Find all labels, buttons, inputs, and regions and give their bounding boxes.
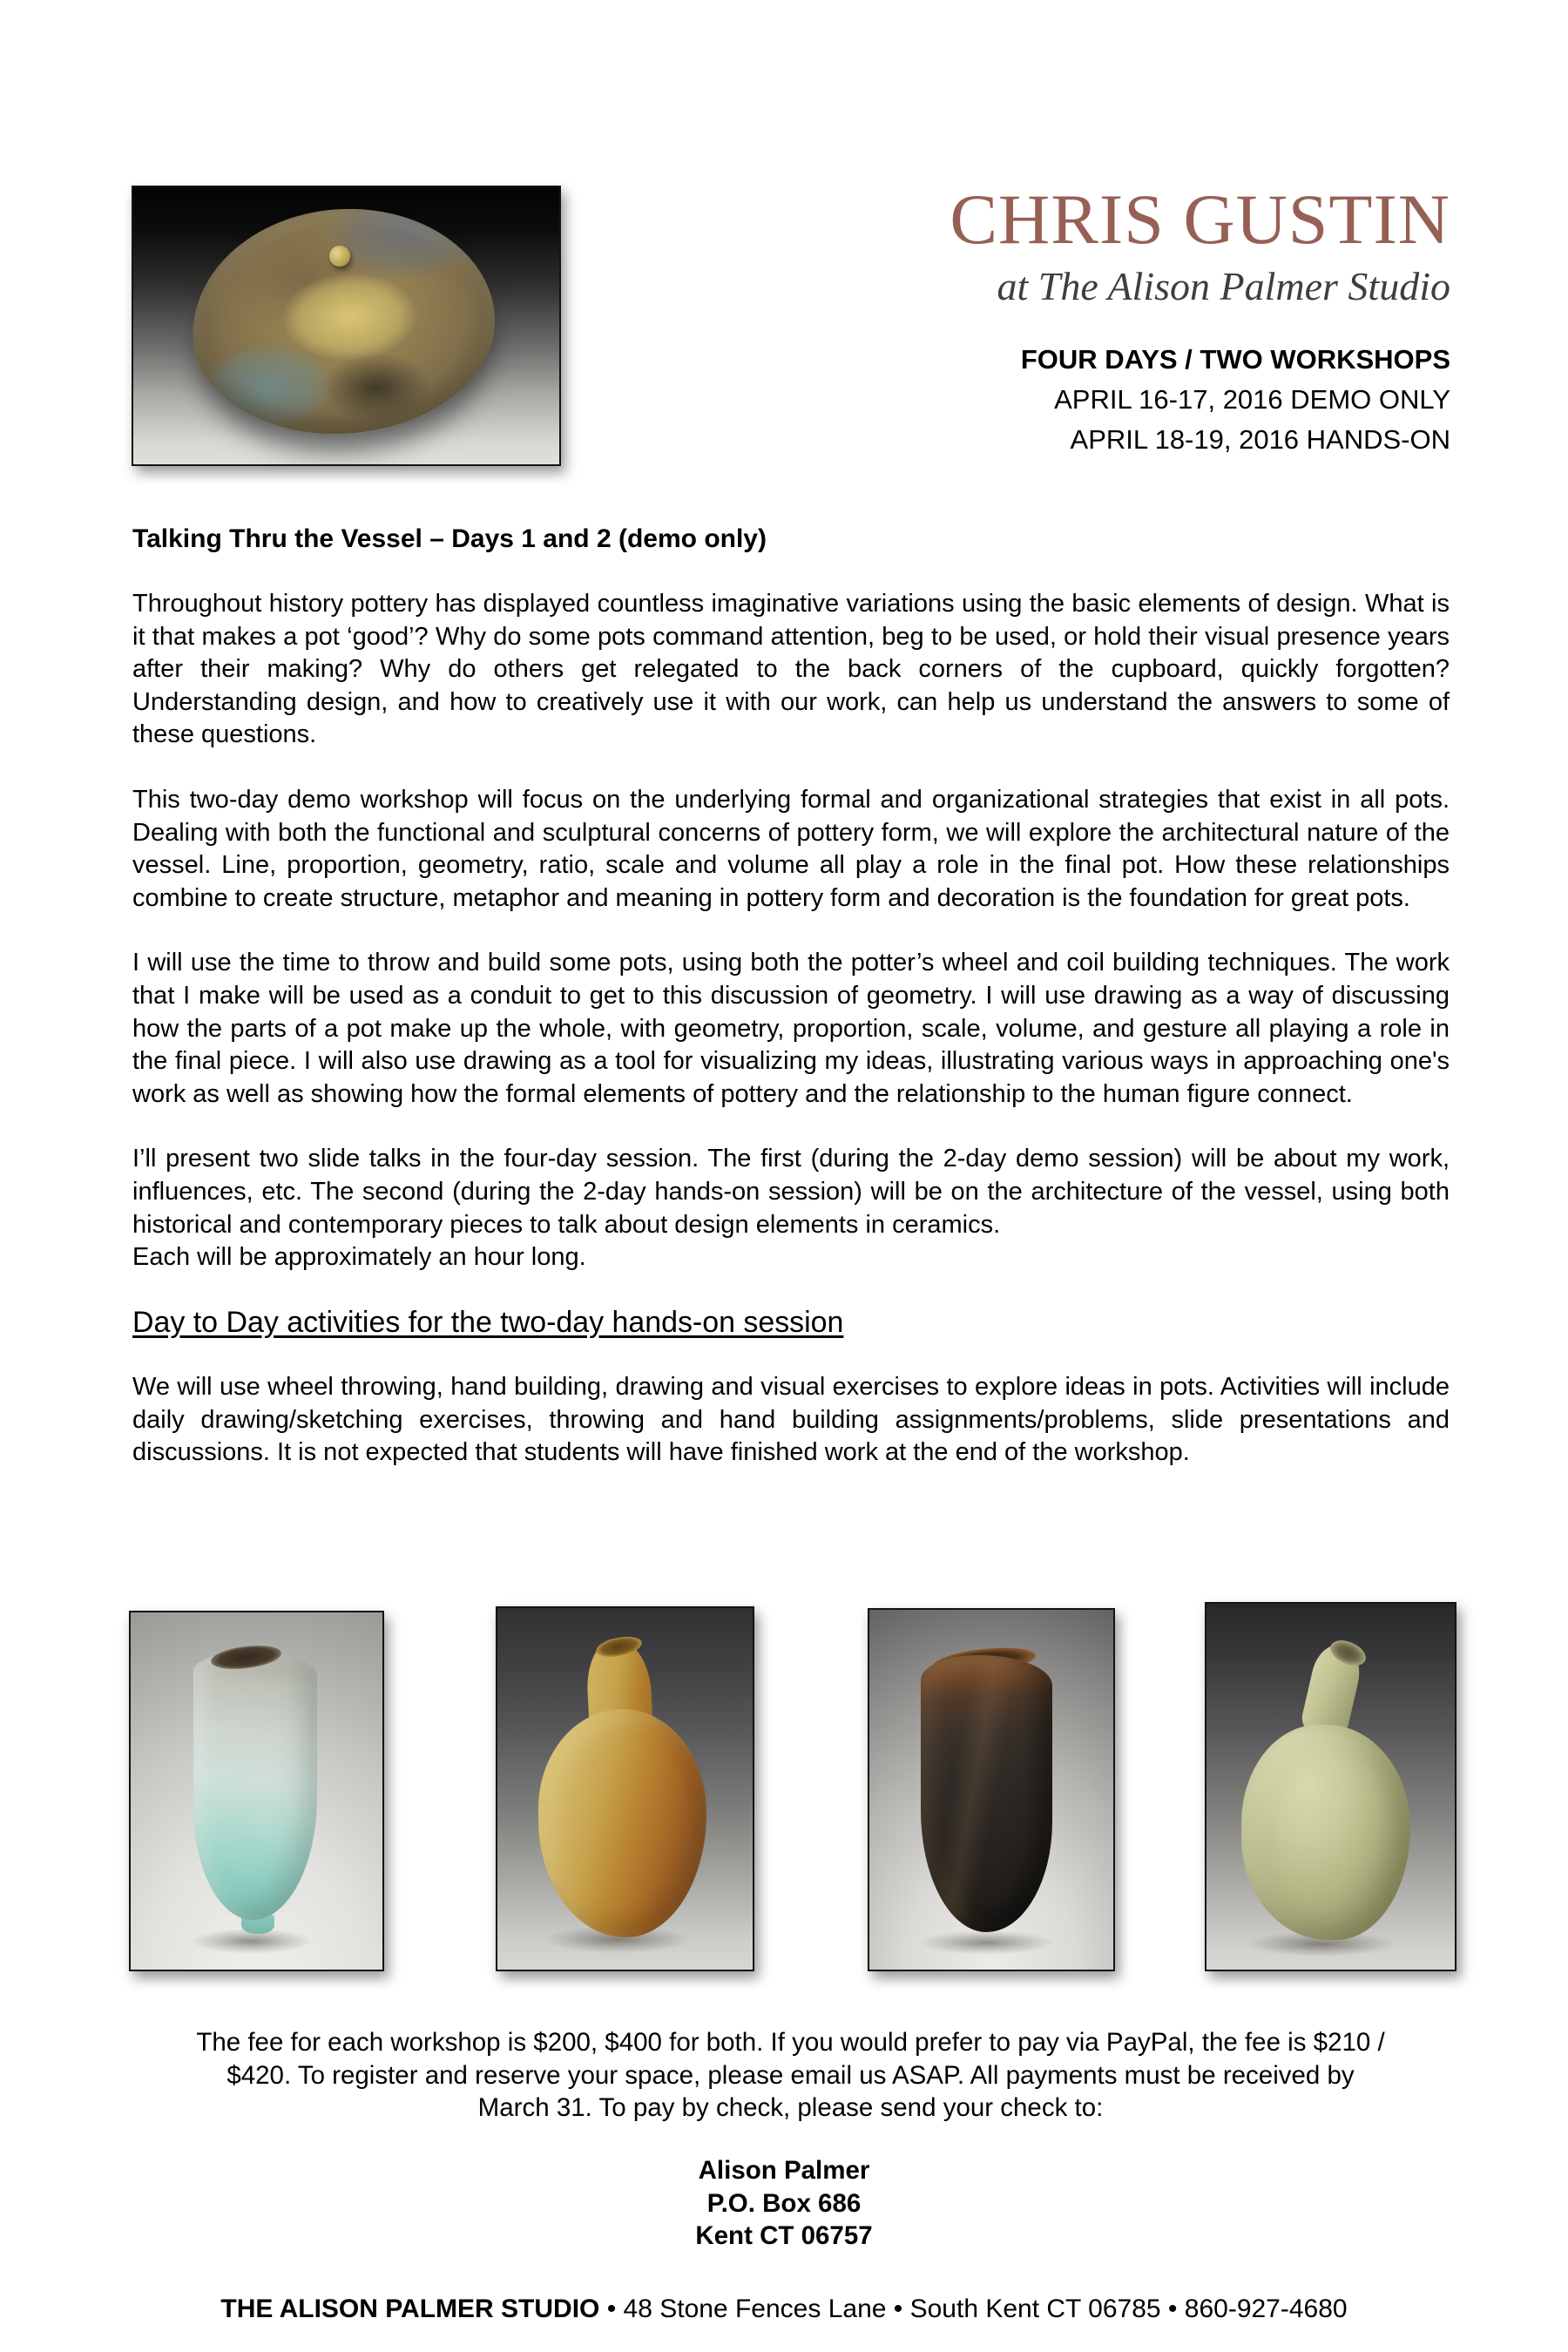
amber-vessel-photo [496,1606,754,1971]
vessel-body [1241,1725,1410,1941]
studio-name: THE ALISON PALMER STUDIO [220,2295,600,2323]
studio-subtitle: at The Alison Palmer Studio [997,264,1450,308]
slide-talks-paragraph: I’ll present two slide talks in the four-day session. The first (during the 2-day demo session) will be about my work, influences, etc. The second (during the 2-day hands-on session) will be on the architecture of the vessel, using both historical and contemporary pieces to talk about design elements in ceramics. [132,1145,1450,1239]
payee-po-box: P.O. Box 686 [706,2188,862,2218]
fee-line-3: March 31. To pay by check, please send your check to: [477,2093,1104,2122]
body-text-column [132,523,1450,1470]
demo-dates-line: APRIL 16-17, 2016 DEMO ONLY [1054,384,1450,415]
fee-line-2: $420. To register and reserve your space, please email us ASAP. All payments must be received by [226,2060,1355,2090]
payee-address-block [0,2154,1568,2253]
vessel-body [538,1709,706,1936]
platter-image [189,204,499,439]
throwing-paragraph: I will use the time to throw and build some pots, using both the potter’s wheel and coil building techniques. The work that I make will be used as a conduit to get to this discussion of geometry. I will use drawing as a way of discussing how the parts of a pot make up the whole, with geometry, proportion, scale, volume, and gesture all playing a role in the final piece. I will also use drawing as a tool for visualizing my ideas, illustrating various ways in approaching one's work as well as showing how the formal elements of pottery and the relationship to the human figure connect. [132,949,1450,1108]
header-block [950,181,1450,460]
fee-line-1: The fee for each workshop is $200, $400 for both. If you would prefer to pay via PayPal, the fee is $210 / [196,2028,1385,2057]
vessel-ground-shadow [918,1930,1055,1956]
intro-paragraph: Throughout history pottery has displayed countless imaginative variations using the basic elements of design. What is it that makes a pot ‘good’? Why do some pots command attention, beg to be used, or hold their visual presence years after their making? Why do others get relegated to the back corners of the cupboard, quickly forgotten? Understanding design, and how to creatively use it with our work, can help us understand the answers to some of these questions. [132,590,1450,749]
payee-city: Kent CT 06757 [695,2221,873,2250]
day-to-day-heading: Day to Day activities for the two-day hands-on session [132,1305,844,1339]
platter-photo [132,186,561,466]
activities-paragraph: We will use wheel throwing, hand building, drawing and visual exercises to explore ideas in pots. Activities will include daily drawing/sketching exercises, throwing and hand building assignments/problems, slide presentations and discussions. It is not expected that students will have finished work at the end of the workshop. [132,1373,1450,1467]
turquoise-vessel-photo [129,1611,384,1971]
studio-footer [0,2293,1568,2326]
bronze-vessel-photo [868,1608,1115,1971]
demo-workshop-heading: Talking Thru the Vessel – Days 1 and 2 (demo only) [132,524,767,553]
workshop-focus-paragraph: This two-day demo workshop will focus on the underlying formal and organizational strategies that exist in all pots. Dealing with both the functional and sculptural concerns of pottery form, we will explore the architectural nature of the vessel. Line, proportion, geometry, ratio, scale and volume all play a role in the final pot. How these relationships combine to create structure, metaphor and meaning in pottery form and decoration is the foundation for great pots. [132,785,1450,912]
artist-name-title: CHRIS GUSTIN [950,179,1450,259]
olive-vessel-photo [1205,1602,1456,1971]
vessel-photos-row [129,1602,1459,1971]
platter-glaze-dot [329,246,350,267]
workshops-count-line: FOUR DAYS / TWO WORKSHOPS [1020,344,1450,375]
workshop-dates-block [950,340,1450,460]
payee-name: Alison Palmer [698,2156,870,2185]
fee-paragraph [131,2026,1450,2125]
hands-on-dates-line: APRIL 18-19, 2016 HANDS-ON [1070,424,1450,455]
vessel-body [921,1655,1052,1932]
slide-talks-note: Each will be approximately an hour long. [132,1243,586,1272]
vessel-body [193,1652,317,1920]
studio-contact: • 48 Stone Fences Lane • South Kent CT 06785 • 860-927-4680 [599,2295,1348,2323]
